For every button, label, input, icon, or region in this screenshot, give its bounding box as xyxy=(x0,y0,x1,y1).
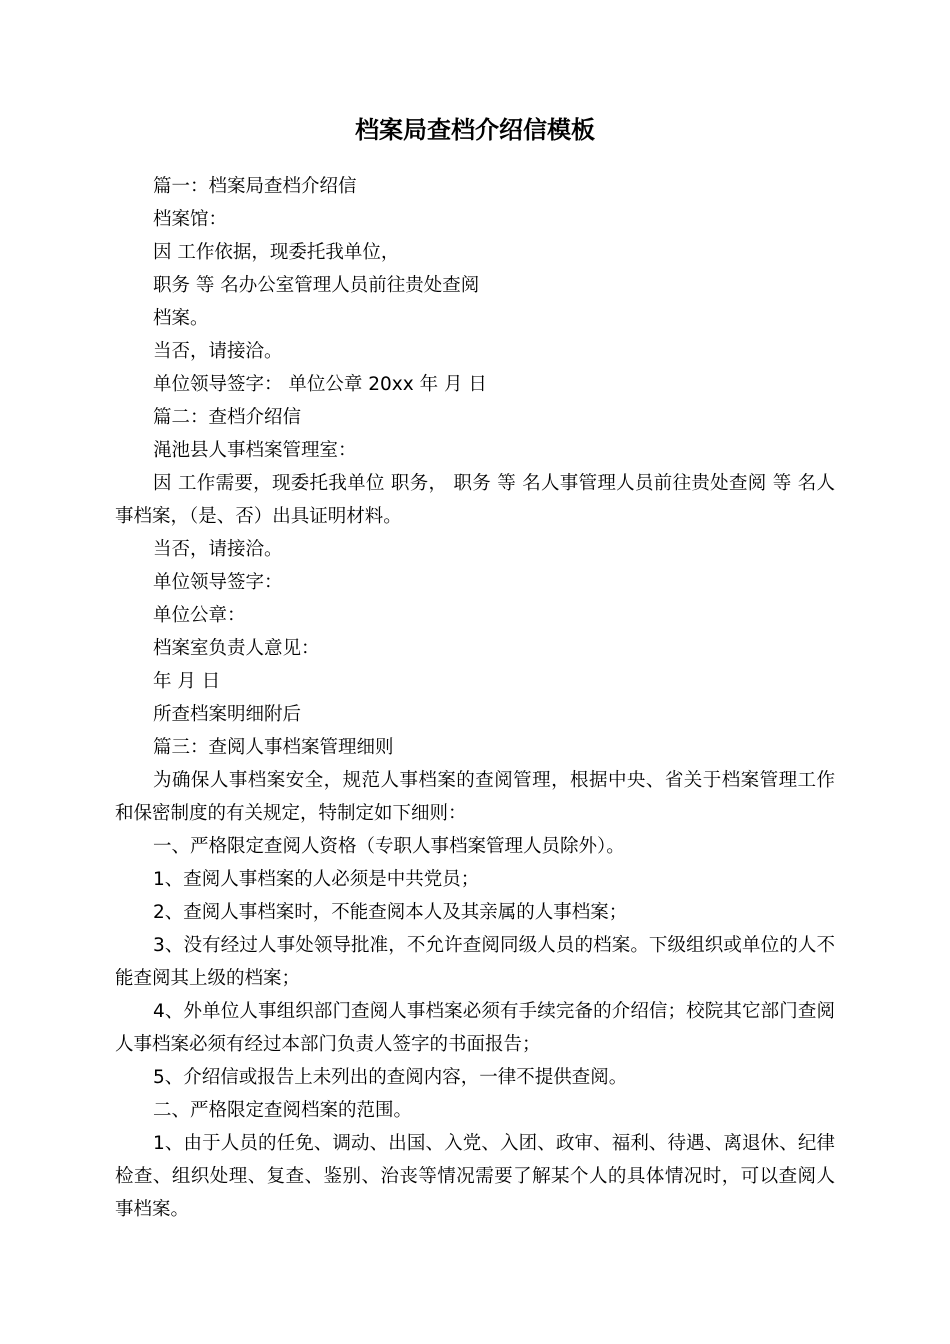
paragraph-22: 3、没有经过人事处领导批准，不允许查阅同级人员的档案。下级组织或单位的人不能查阅其上级的档案； xyxy=(115,935,835,989)
paragraph-1: 篇一：档案局查档介绍信 xyxy=(153,176,357,197)
paragraph-23: 4、外单位人事组织部门查阅人事档案必须有手续完备的介绍信；校院其它部门查阅人事档案必须有经过本部门负责人签字的书面报告； xyxy=(115,1001,835,1055)
paragraph-19: 一、严格限定查阅人资格（专职人事档案管理人员除外）。 xyxy=(153,836,625,857)
paragraph-4: 职务 等 名办公室管理人员前往贵处查阅 xyxy=(153,275,480,296)
paragraph-14: 档案室负责人意见： xyxy=(153,638,320,659)
paragraph-20: 1、查阅人事档案的人必须是中共党员； xyxy=(153,869,480,890)
paragraph-24: 5、介绍信或报告上未列出的查阅内容，一律不提供查阅。 xyxy=(153,1067,628,1088)
paragraph-3: 因 工作依据，现委托我单位， xyxy=(153,242,400,263)
paragraph-9: 渑池县人事档案管理室： xyxy=(153,440,357,461)
paragraph-2: 档案馆： xyxy=(153,209,228,230)
paragraph-5: 档案。 xyxy=(153,308,209,329)
paragraph-8: 篇二：查档介绍信 xyxy=(153,407,302,428)
paragraph-12: 单位领导签字： xyxy=(153,572,283,593)
paragraph-18: 为确保人事档案安全，规范人事档案的查阅管理，根据中央、省关于档案管理工作和保密制度的有关规定，特制定如下细则： xyxy=(115,770,835,824)
paragraph-16: 所查档案明细附后 xyxy=(153,704,302,725)
paragraph-7: 单位领导签字： 单位公章 20xx 年 月 日 xyxy=(153,374,487,395)
paragraph-17: 篇三：查阅人事档案管理细则 xyxy=(153,737,394,758)
paragraph-13: 单位公章： xyxy=(153,605,246,626)
paragraph-25: 二、严格限定查阅档案的范围。 xyxy=(153,1100,413,1121)
paragraph-15: 年 月 日 xyxy=(153,671,221,692)
paragraph-21: 2、查阅人事档案时，不能查阅本人及其亲属的人事档案； xyxy=(153,902,628,923)
paragraph-11: 当否，请接洽。 xyxy=(153,539,283,560)
paragraph-6: 当否，请接洽。 xyxy=(153,341,283,362)
document-title: 档案局查档介绍信模板 xyxy=(355,116,595,144)
paragraph-26: 1、由于人员的任免、调动、出国、入党、入团、政审、福利、待遇、离退休、纪律检查、组织处理、复查、鉴别、治丧等情况需要了解某个人的具体情况时，可以查阅人事档案。 xyxy=(115,1133,835,1220)
paragraph-10: 因 工作需要，现委托我单位 职务， 职务 等 名人事管理人员前往贵处查阅 等 名人事档案，（是、否）出具证明材料。 xyxy=(115,473,835,527)
document-body xyxy=(115,170,835,1226)
